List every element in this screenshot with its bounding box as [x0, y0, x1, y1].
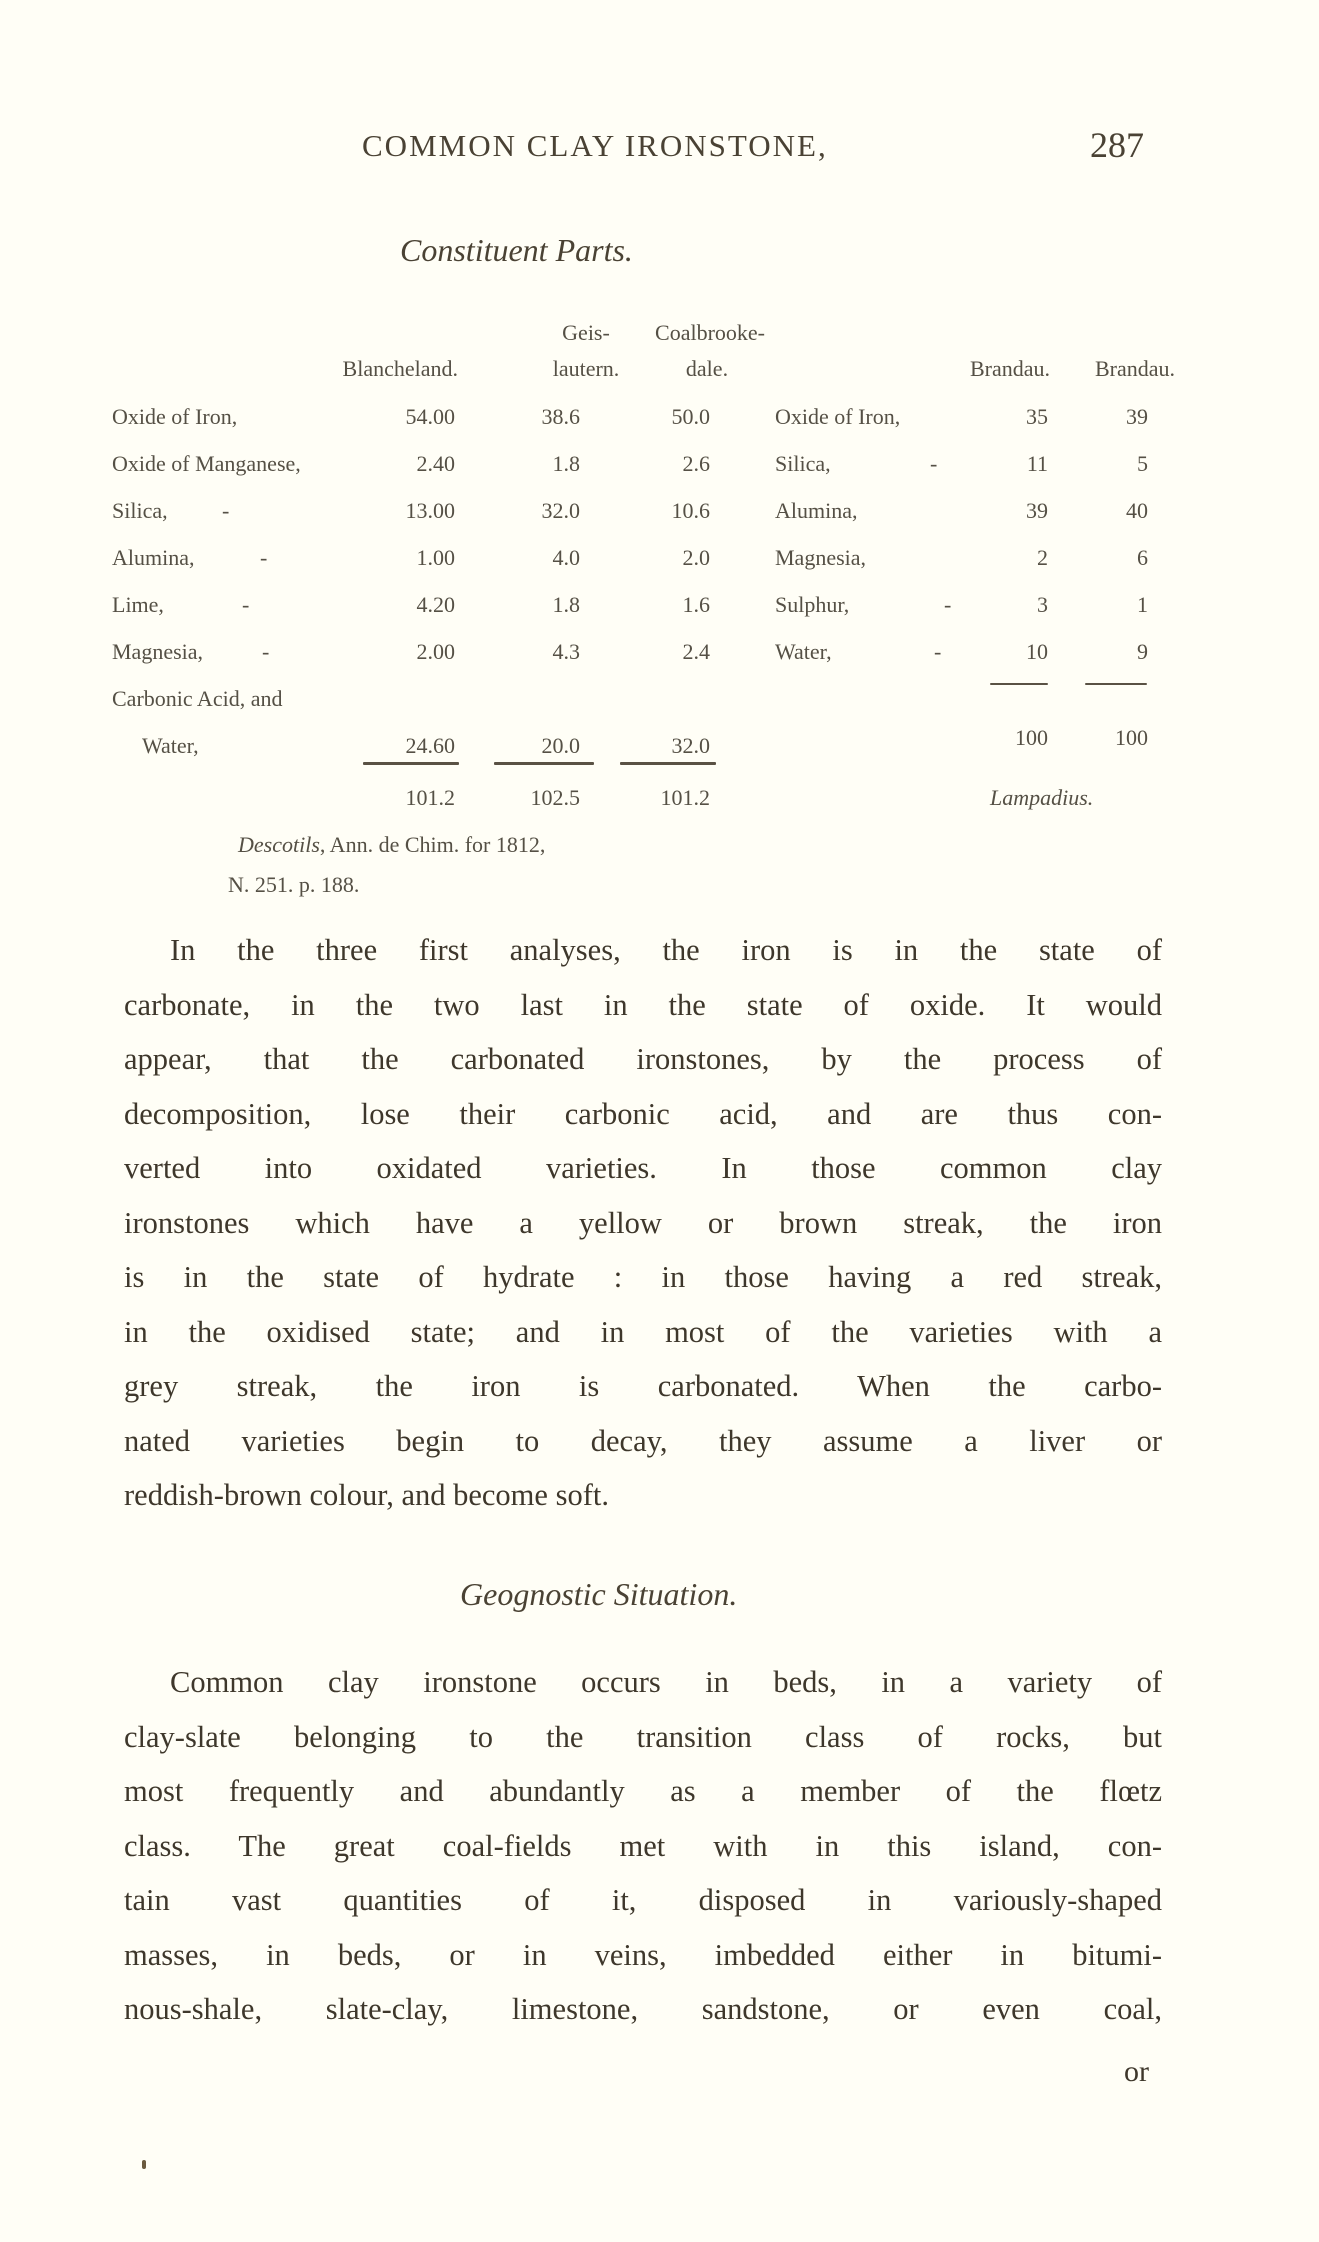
- running-head: [0, 125, 1319, 168]
- row-label: Silica,: [112, 498, 168, 523]
- row-label: Oxide of Iron,: [775, 404, 901, 429]
- value-brandau-1: 35: [1026, 404, 1048, 429]
- text-line: nous-shale, slate-clay, limestone, sandstone, or even coal,: [124, 1992, 1162, 2026]
- column-header-geislautern-line1: Geis-: [562, 320, 610, 345]
- catchword: or: [1124, 2055, 1149, 2088]
- sum-rule: [494, 762, 594, 765]
- text-line: In the three first analyses, the iron is in the state of: [170, 933, 1162, 967]
- value-blancheland: 54.00: [405, 404, 455, 429]
- sum-rule: [1085, 683, 1147, 685]
- source-author: Descotils: [238, 832, 320, 857]
- sum-rule: [363, 762, 459, 765]
- row-label: Water,: [775, 639, 832, 664]
- text-line: grey streak, the iron is carbonated. When the carbo-: [124, 1369, 1162, 1403]
- text-line: clay-slate belonging to the transition class of rocks, but: [124, 1719, 1162, 1754]
- source-citation: Lampadius.: [990, 785, 1094, 810]
- text-line: verted into oxidated varieties. In those common clay: [124, 1151, 1162, 1185]
- value-brandau-2: 5: [1137, 451, 1148, 476]
- row-dash: -: [930, 451, 938, 476]
- value-geislautern: 38.6: [541, 404, 580, 429]
- total-brandau-1: 100: [1015, 725, 1048, 750]
- row-label: Water,: [142, 733, 199, 758]
- value-coalbrookedale: 2.6: [682, 451, 710, 476]
- column-header-blancheland: Blancheland.: [342, 356, 458, 381]
- text-line: carbonate, in the two last in the state of oxide. It would: [124, 987, 1162, 1022]
- source-citation-line2: N. 251. p. 188.: [228, 872, 360, 897]
- row-label: Oxide of Manganese,: [112, 451, 301, 476]
- value-coalbrookedale: 2.4: [682, 639, 710, 664]
- column-header-brandau-2: Brandau.: [1094, 356, 1175, 381]
- row-label: Magnesia,: [775, 545, 867, 570]
- text-line: decomposition, lose their carbonic acid, and are thus con-: [124, 1096, 1162, 1131]
- row-dash: -: [262, 639, 270, 664]
- text-line: ironstones which have a yellow or brown streak, the iron: [124, 1205, 1162, 1240]
- value-blancheland: 1.00: [416, 545, 455, 570]
- value-blancheland: 2.40: [416, 451, 455, 476]
- value-brandau-1: 3: [1037, 592, 1048, 617]
- row-dash: -: [242, 592, 250, 617]
- value-coalbrookedale: 10.6: [671, 498, 710, 523]
- row-dash: -: [934, 639, 942, 664]
- value-brandau-1: 11: [1026, 451, 1048, 476]
- value-brandau-2: 40: [1126, 498, 1148, 523]
- value-brandau-2: 39: [1126, 404, 1148, 429]
- text-line: masses, in beds, or in veins, imbedded either in bitumi-: [124, 1937, 1162, 1972]
- value-coalbrookedale: 32.0: [671, 733, 710, 758]
- row-dash: -: [222, 498, 230, 523]
- ink-speck: [142, 2160, 146, 2169]
- row-label: Carbonic Acid, and: [112, 686, 283, 711]
- text-line: Common clay ironstone occurs in beds, in a variety of: [170, 1665, 1162, 1699]
- text-line: reddish-brown colour, and become soft.: [124, 1478, 609, 1512]
- source-citation: [238, 832, 545, 858]
- row-label: Magnesia,: [112, 639, 204, 664]
- value-geislautern: 1.8: [552, 592, 580, 617]
- total-brandau-2: 100: [1115, 725, 1148, 750]
- value-coalbrookedale: 1.6: [682, 592, 710, 617]
- text-line: in the oxidised state; and in most of the varieties with a: [124, 1314, 1162, 1349]
- text-line: appear, that the carbonated ironstones, by the process of: [124, 1042, 1162, 1076]
- total-blancheland: 101.2: [405, 785, 455, 810]
- value-brandau-2: 1: [1137, 592, 1148, 617]
- section-heading-geognostic-situation: Geognostic Situation.: [460, 1576, 738, 1612]
- value-blancheland: 13.00: [405, 498, 455, 523]
- source-reference: , Ann. de Chim. for 1812,: [319, 832, 546, 857]
- value-brandau-2: 9: [1137, 639, 1148, 664]
- text-line: tain vast quantities of it, disposed in variously-shaped: [124, 1883, 1162, 1917]
- paragraph-geognostic-situation: [124, 1655, 1162, 2037]
- value-blancheland: 24.60: [405, 733, 455, 758]
- sum-rule: [990, 683, 1048, 685]
- text-line: class. The great coal-fields met with in this island, con-: [124, 1828, 1162, 1863]
- value-geislautern: 1.8: [552, 451, 580, 476]
- value-brandau-1: 10: [1026, 639, 1048, 664]
- value-coalbrookedale: 2.0: [682, 545, 710, 570]
- total-coalbrookedale: 101.2: [660, 785, 710, 810]
- row-label: Oxide of Iron,: [112, 404, 238, 429]
- value-brandau-1: 2: [1037, 545, 1048, 570]
- total-geislautern: 102.5: [530, 785, 580, 810]
- column-header-coalbrookedale-line2: dale.: [685, 356, 729, 381]
- row-label: Sulphur,: [775, 592, 850, 617]
- text-line: is in the state of hydrate : in those having a red streak,: [124, 1260, 1162, 1294]
- text-line: most frequently and abundantly as a member of the flœtz: [124, 1774, 1162, 1808]
- text-line: nated varieties begin to decay, they assume a liver or: [124, 1423, 1162, 1458]
- running-title: COMMON CLAY IRONSTONE,: [362, 128, 828, 163]
- row-label: Alumina,: [112, 545, 195, 570]
- column-header-geislautern-line2: lautern.: [552, 356, 620, 381]
- section-heading-constituent-parts: Constituent Parts.: [400, 232, 633, 268]
- value-geislautern: 32.0: [541, 498, 580, 523]
- value-geislautern: 20.0: [541, 733, 580, 758]
- row-dash: -: [944, 592, 952, 617]
- value-coalbrookedale: 50.0: [671, 404, 710, 429]
- value-blancheland: 2.00: [416, 639, 455, 664]
- row-label: Lime,: [112, 592, 164, 617]
- value-brandau-2: 6: [1137, 545, 1148, 570]
- column-header-coalbrookedale-line1: Coalbrooke-: [655, 320, 765, 345]
- value-blancheland: 4.20: [416, 592, 455, 617]
- sum-rule: [620, 762, 716, 765]
- value-geislautern: 4.0: [552, 545, 580, 570]
- value-geislautern: 4.3: [552, 639, 580, 664]
- row-label: Silica,: [775, 451, 831, 476]
- value-brandau-1: 39: [1026, 498, 1048, 523]
- row-dash: -: [260, 545, 268, 570]
- page-number: 287: [1090, 125, 1144, 165]
- paragraph-iron-state: [124, 923, 1162, 1523]
- row-label: Alumina,: [775, 498, 858, 523]
- column-header-brandau-1: Brandau.: [969, 356, 1050, 381]
